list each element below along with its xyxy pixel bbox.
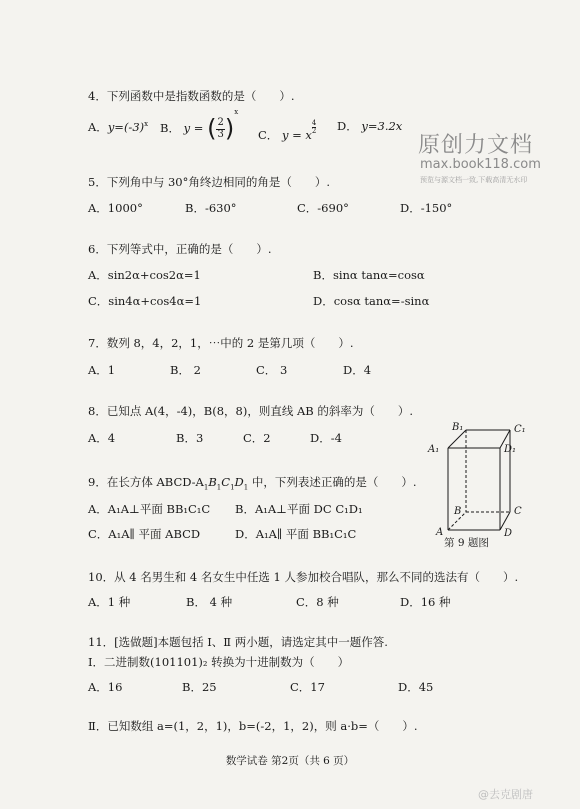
question-6-option-b: B．sinα tanα=cosα — [313, 268, 425, 282]
fraction: $\frac{2}{3}$ — [217, 117, 224, 140]
question-8-option-d: D．-4 — [310, 431, 342, 445]
label-d1: D₁ — [504, 444, 517, 455]
question-11-part-ii-stem: Ⅱ．已知数组 a=(1，2，1)，b=(-2，1，2)，则 a·b=（ ）. — [88, 719, 418, 733]
question-8-option-a: A．4 — [88, 431, 116, 445]
question-9-option-d: D．A₁A∥ 平面 BB₁C₁C — [235, 527, 357, 541]
label-b: B — [454, 506, 462, 517]
figure-caption: 第 9 题图 — [444, 537, 489, 549]
question-5-stem: 5．下列角中与 30°角终边相同的角是（ ）. — [88, 175, 331, 189]
label-a: A — [436, 527, 444, 538]
question-4-stem: 4．下列函数中是指数函数的是（ ）. — [88, 89, 295, 103]
question-6-option-d: D．cosα tanα=-sinα — [313, 294, 430, 308]
page-footer: 数学试卷 第2页（共 6 页） — [225, 755, 355, 767]
question-11-stem: 11．[选做题]本题包括 Ⅰ、Ⅱ 两小题，请选定其中一题作答. — [88, 635, 388, 649]
question-4-option-c: C． y = x $\frac{4}{2}$ — [258, 119, 317, 142]
question-7-option-d: D．4 — [343, 363, 372, 377]
question-7-option-b: B． 2 — [170, 363, 201, 377]
watermark-note: 预览与源文档一致,下载高清无水印 — [420, 176, 528, 184]
weibo-watermark: @去克剧唐 — [478, 788, 533, 801]
question-8-option-b: B．3 — [176, 431, 204, 445]
question-9-option-c: C．A₁A∥ 平面 ABCD — [88, 527, 201, 541]
right-paren: ) — [224, 114, 235, 143]
question-9-option-b: B．A₁A⊥平面 DC C₁D₁ — [235, 502, 363, 516]
question-10-option-d: D．16 种 — [400, 595, 451, 609]
question-4-option-a: A．$y=(-3)^x$ — [88, 119, 149, 134]
question-10-option-b: B． 4 种 — [186, 595, 233, 609]
question-10-stem: 10．从 4 名男生和 4 名女生中任选 1 人参加校合唱队，那么不同的选法有（ ）. — [88, 570, 519, 584]
left-paren: ( — [207, 114, 217, 143]
watermark-site: max.book118.com — [420, 157, 541, 172]
question-10-option-c: C．8 种 — [296, 595, 339, 609]
question-9-stem: 9．在长方体 ABCD-$A_1B_1C_1D_1$ 中，下列表述正确的是（ ）. — [88, 475, 417, 492]
question-11-i-option-d: D．45 — [398, 680, 434, 694]
question-11-i-option-c: C．17 — [290, 680, 325, 694]
question-11-part-i-stem: Ⅰ．二进制数(101101)₂ 转换为十进制数为（ ） — [88, 655, 350, 669]
label-c1: C₁ — [514, 424, 526, 435]
question-8-option-c: C．2 — [243, 431, 271, 445]
watermark-title: 原创力文档 — [418, 133, 534, 158]
question-9-option-a: A．A₁A⊥平面 BB₁C₁C — [88, 502, 211, 516]
question-6-option-c: C．sin4α+cos4α=1 — [88, 294, 202, 308]
label-c: C — [514, 506, 522, 517]
question-6-option-a: A．sin2α+cos2α=1 — [88, 268, 201, 282]
question-11-i-option-a: A．16 — [88, 680, 123, 694]
question-11-i-option-b: B．25 — [182, 680, 217, 694]
question-7-option-a: A．1 — [88, 363, 116, 377]
question-5-option-a: A．1000° — [88, 201, 143, 215]
question-4-option-b: B． y = ( $\frac{2}{3})^x$ — [160, 108, 239, 143]
label-b1: B₁ — [452, 422, 464, 433]
label-d: D — [504, 528, 513, 539]
question-7-stem: 7．数列 8，4，2，1，⋯中的 2 是第几项（ ）. — [88, 336, 354, 350]
question-10-option-a: A．1 种 — [88, 595, 131, 609]
question-6-stem: 6．下列等式中，正确的是（ ）. — [88, 242, 272, 256]
question-5-option-c: C．-690° — [297, 201, 349, 215]
question-7-option-c: C． 3 — [256, 363, 288, 377]
question-4-option-d: D． y=3.2x — [337, 119, 403, 133]
question-5-option-b: B．-630° — [185, 201, 237, 215]
question-8-stem: 8．已知点 A(4，-4)，B(8，8)，则直线 AB 的斜率为（ ）. — [88, 404, 414, 418]
label-a1: A₁ — [428, 444, 440, 455]
question-5-option-d: D．-150° — [400, 201, 453, 215]
